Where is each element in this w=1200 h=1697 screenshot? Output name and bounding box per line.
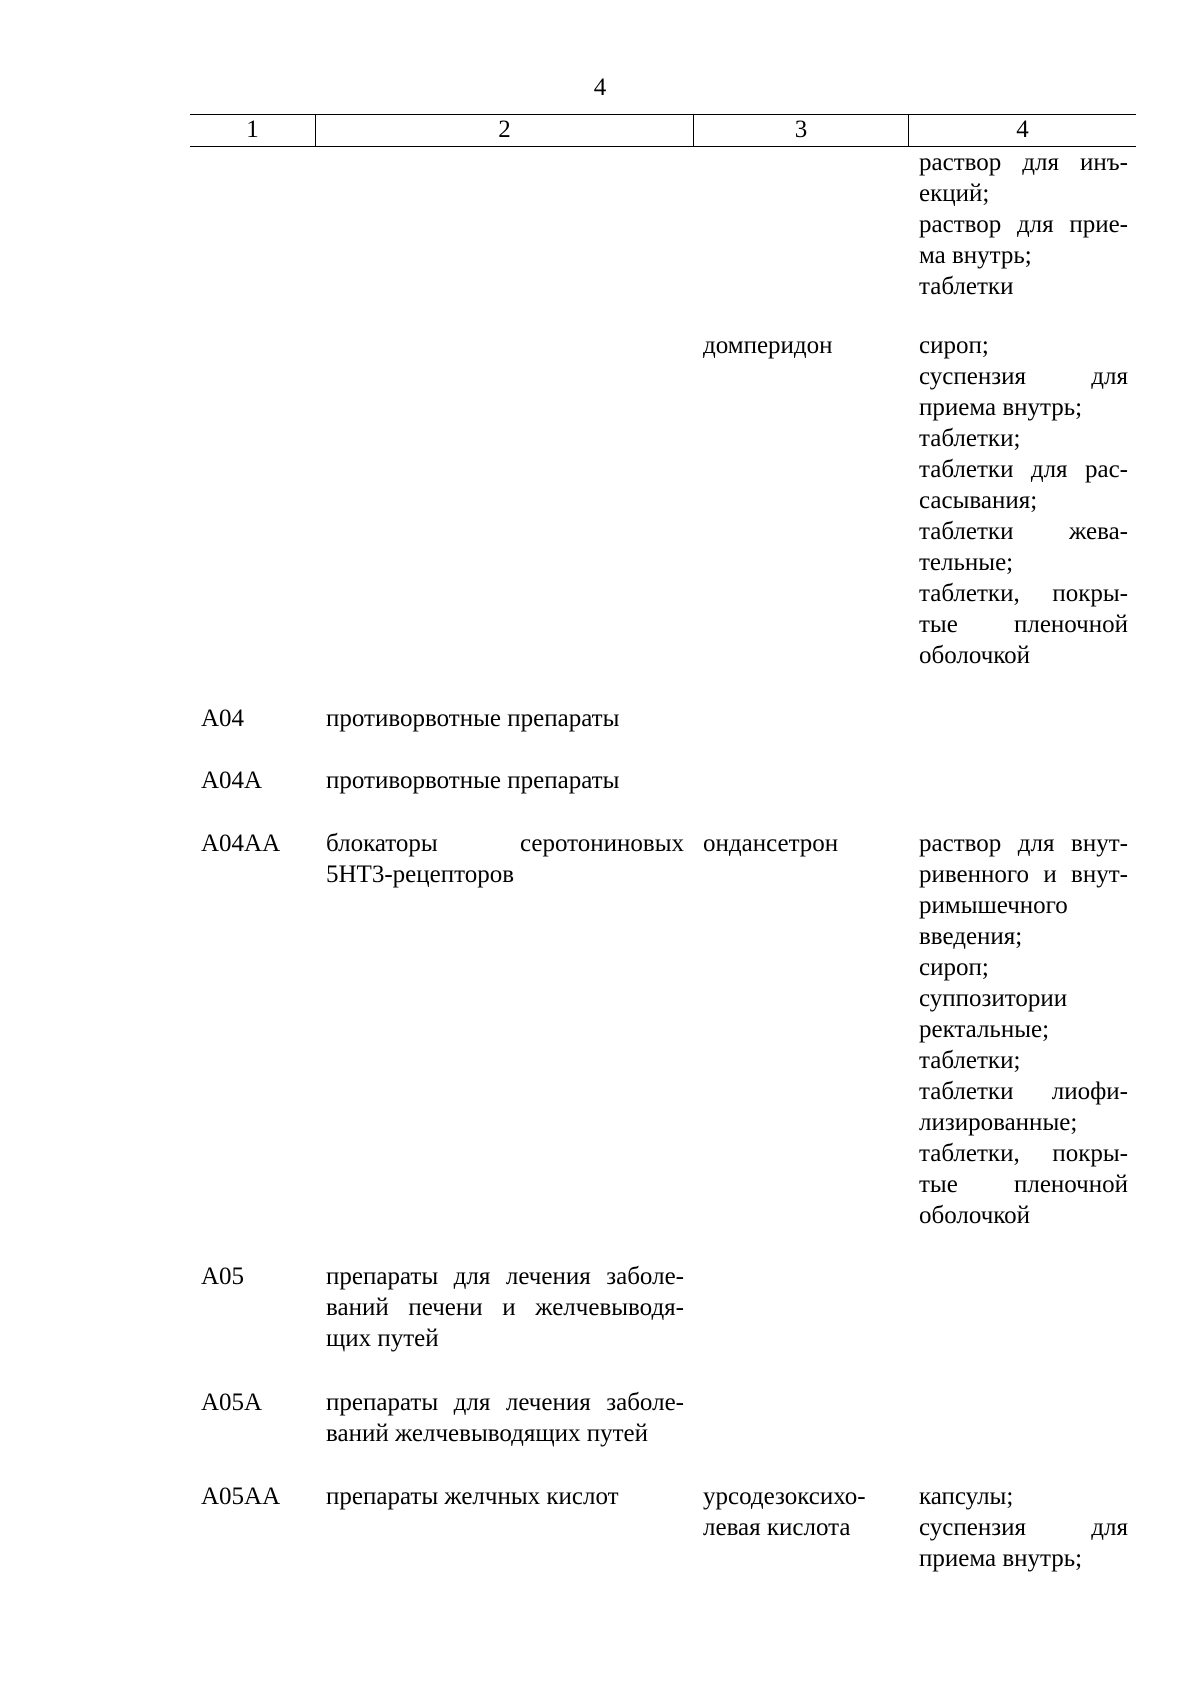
dosage-form-line: раствор для внут-	[919, 830, 1128, 857]
column-header-1: 1	[246, 116, 259, 143]
group-name-cell	[326, 765, 684, 796]
group-name-cell	[326, 703, 684, 734]
page-number: 4	[593, 74, 607, 101]
group-name-line: противорвотные препараты	[326, 767, 620, 794]
drug-name-cell	[703, 1481, 908, 1543]
dosage-form-line: таблетки лиофи-	[919, 1078, 1128, 1105]
atc-code-cell	[201, 703, 311, 734]
dosage-forms-cell	[919, 828, 1128, 1231]
atc-code: A04A	[201, 767, 263, 794]
atc-code-cell	[201, 1481, 311, 1512]
atc-code-cell	[201, 828, 311, 859]
group-name-line: 5HT3-рецепторов	[326, 861, 515, 888]
dosage-form-line: сасывания;	[919, 487, 1038, 514]
column-header-2: 2	[315, 115, 693, 146]
group-name-cell	[326, 828, 684, 890]
group-name-cell	[326, 1261, 684, 1354]
dosage-form-line: капсулы;	[919, 1483, 1014, 1510]
group-name-line: препараты желчных кислот	[326, 1483, 619, 1510]
group-name-cell	[326, 1387, 684, 1449]
dosage-forms-cell	[919, 330, 1128, 671]
dosage-form-line: оболочкой	[919, 642, 1031, 669]
dosage-form-line: суспензия для	[919, 363, 1128, 390]
dosage-form-line: раствор для прие-	[919, 211, 1128, 238]
atc-code: A05AA	[201, 1483, 281, 1510]
dosage-form-line: приема внутрь;	[919, 394, 1083, 421]
drug-name-cell	[703, 330, 908, 361]
dosage-form-line: ривенного и внут-	[919, 861, 1128, 888]
atc-code: A04	[201, 705, 245, 732]
group-name-line: щих путей	[326, 1325, 439, 1352]
dosage-form-line: таблетки	[919, 273, 1014, 300]
column-header-3: 3	[693, 115, 908, 146]
dosage-forms-cell	[919, 1481, 1128, 1574]
drug-name-line: левая кислота	[703, 1514, 851, 1541]
atc-code-cell	[201, 1261, 311, 1292]
dosage-form-line: таблетки, покры-	[919, 580, 1128, 607]
dosage-form-line: екций;	[919, 180, 990, 207]
dosage-form-line: суспензия для	[919, 1514, 1128, 1541]
group-name-line: препараты для лечения заболе-	[326, 1389, 684, 1416]
dosage-form-line: ректальные;	[919, 1016, 1050, 1043]
group-name-cell	[326, 1481, 684, 1512]
group-name-line: ваний желчевыводящих путей	[326, 1420, 649, 1447]
dosage-form-line: тые пленочной	[919, 1171, 1128, 1198]
dosage-form-line: таблетки жева-	[919, 518, 1128, 545]
dosage-form-line: таблетки;	[919, 425, 1021, 452]
dosage-form-line: сироп;	[919, 332, 989, 359]
dosage-forms-cell	[919, 147, 1128, 302]
dosage-form-line: лизированные;	[919, 1109, 1078, 1136]
dosage-form-line: оболочкой	[919, 1202, 1031, 1229]
atc-code: A05	[201, 1263, 245, 1290]
table-header	[190, 114, 1136, 147]
dosage-form-line: римышечного	[919, 892, 1068, 919]
drug-name-cell	[703, 828, 908, 859]
dosage-form-line: сироп;	[919, 954, 989, 981]
group-name-line: блокаторы серотониновых	[326, 830, 684, 857]
dosage-form-line: введения;	[919, 923, 1023, 950]
dosage-form-line: таблетки для рас-	[919, 456, 1128, 483]
dosage-form-line: приема внутрь;	[919, 1545, 1083, 1572]
dosage-form-line: суппозитории	[919, 985, 1068, 1012]
dosage-form-line: тельные;	[919, 549, 1014, 576]
drug-name-line: урсодезоксихо-	[703, 1483, 866, 1510]
group-name-line: препараты для лечения заболе-	[326, 1263, 684, 1290]
atc-code-cell	[201, 765, 311, 796]
group-name-line: противорвотные препараты	[326, 705, 620, 732]
atc-code: A05A	[201, 1389, 263, 1416]
atc-code: A04AA	[201, 830, 281, 857]
dosage-form-line: тые пленочной	[919, 611, 1128, 638]
atc-code-cell	[201, 1387, 311, 1418]
dosage-form-line: ма внутрь;	[919, 242, 1032, 269]
dosage-form-line: таблетки, покры-	[919, 1140, 1128, 1167]
group-name-line: ваний печени и желчевыводя-	[326, 1294, 684, 1321]
drug-name: домперидон	[703, 332, 833, 359]
dosage-form-line: таблетки;	[919, 1047, 1021, 1074]
column-header-4: 4	[908, 115, 1136, 146]
drug-name: ондансетрон	[703, 830, 839, 857]
dosage-form-line: раствор для инъ-	[919, 149, 1128, 176]
